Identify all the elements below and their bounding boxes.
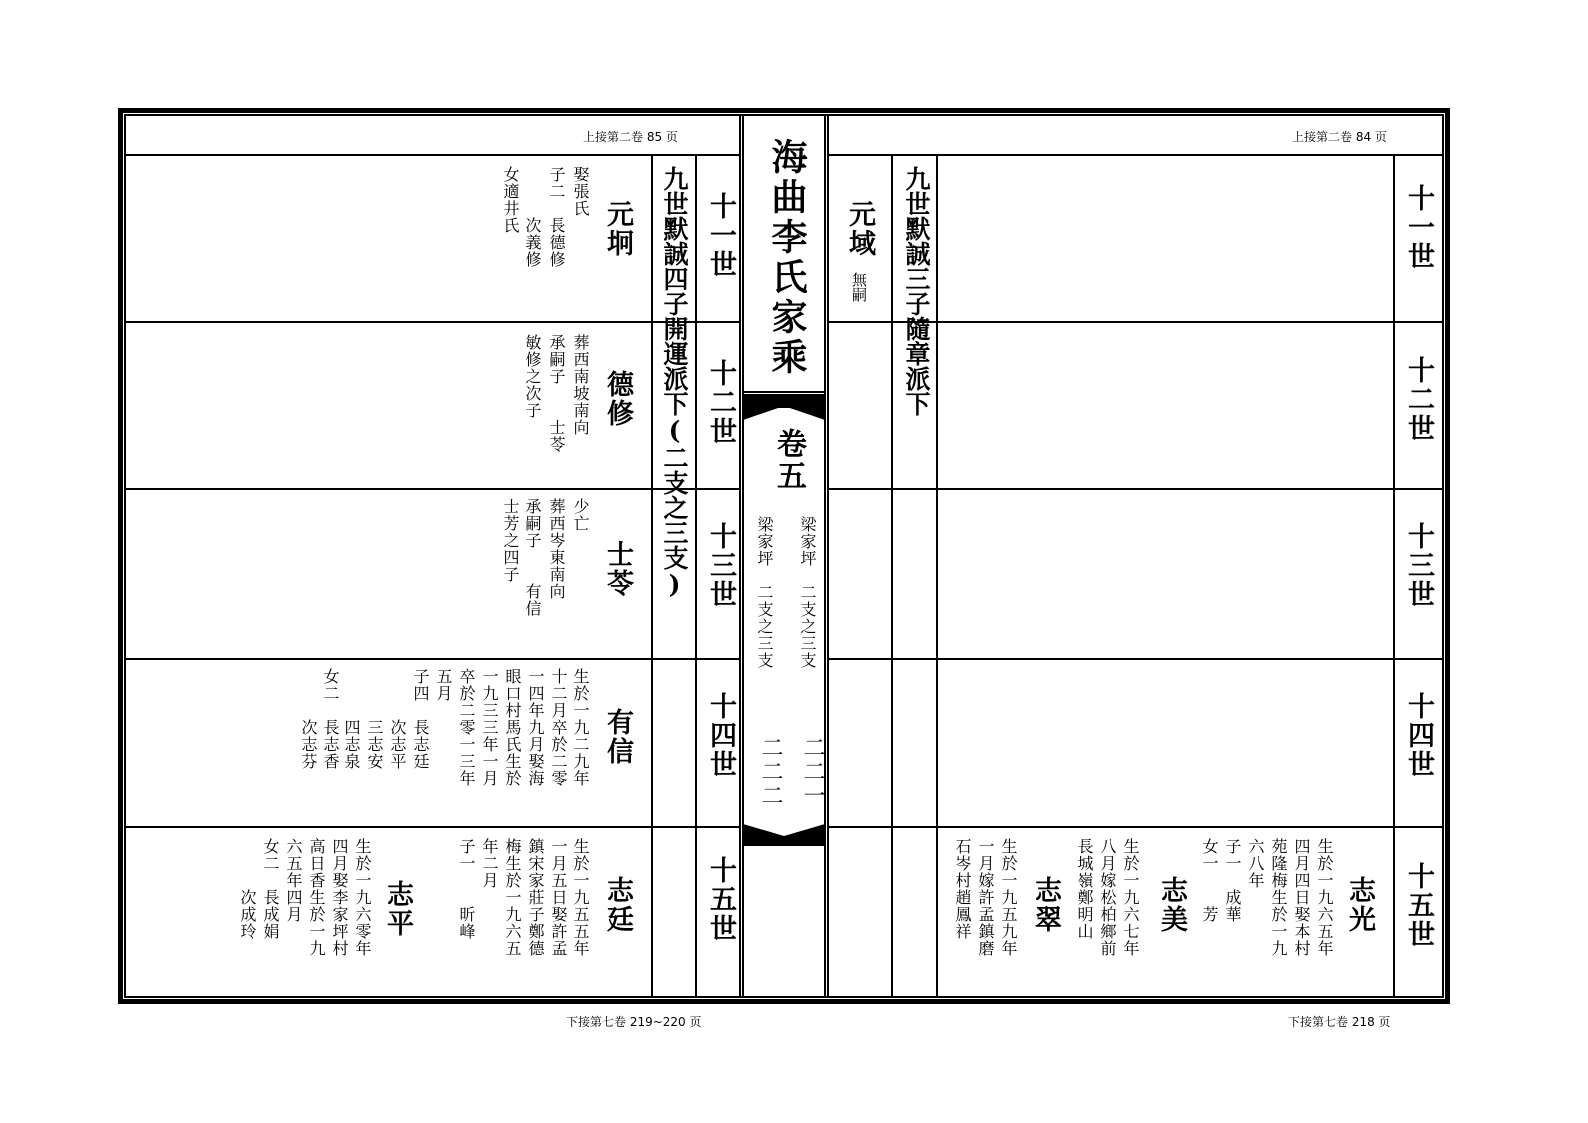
- entry-note: 一月嫁許孟鎮磨: [976, 838, 995, 957]
- entry-note: 生於一九六零年: [353, 838, 372, 957]
- entry-note: 次義修: [523, 166, 542, 268]
- entry-note: 四月娶李家坪村: [330, 838, 349, 957]
- entry-note: 敏修之次子: [523, 334, 542, 419]
- left-gen-15: 十五世: [705, 856, 736, 943]
- entry-note: 長城嶺鄭明山: [1075, 838, 1094, 940]
- entry-name-youxin: 有信: [602, 708, 633, 766]
- entry-note: 次志平: [388, 668, 407, 770]
- entry-name-zhiping: 志平: [382, 880, 413, 938]
- right-row-rule: [827, 488, 1442, 490]
- spine-title-rule: [742, 391, 826, 393]
- entry-note: 承嗣子 有信: [523, 498, 542, 617]
- entry-note: 少亡: [571, 498, 590, 532]
- right-row-rule: [827, 826, 1442, 828]
- entry-note: 五月: [434, 668, 453, 702]
- entry-note: 四月四日娶本村: [1292, 838, 1311, 957]
- entry-note: 生於一九五五年: [571, 838, 590, 957]
- entry-note: 士芳之四子: [501, 498, 520, 583]
- right-name-col-rule: [891, 154, 893, 996]
- entry-note: 苑隆梅生於一九: [1269, 838, 1288, 957]
- entry-name-yuanjiong: 元坰: [602, 200, 633, 258]
- spine-volume-label: 卷五: [771, 428, 806, 492]
- right-gen-12: 十二世: [1403, 356, 1434, 443]
- entry-note: 生於一九五九年: [999, 838, 1018, 957]
- left-gen-13: 十三世: [705, 522, 736, 609]
- spine-book-title: 海曲李氏家乘: [766, 138, 808, 378]
- entry-note: 女一 芳: [1200, 838, 1219, 923]
- right-footer-text: 下接第七卷 218 页: [1288, 1015, 1391, 1029]
- entry-name-zhimei: 志美: [1156, 876, 1187, 934]
- right-branch-title: 九世默誠三子隨章派下: [902, 166, 931, 416]
- entry-note: 次志芬: [299, 668, 318, 770]
- entry-note: 三志安: [365, 668, 384, 770]
- spine-page-number-2: 二二二: [758, 736, 783, 808]
- entry-note: 生於一九六五年: [1315, 838, 1334, 957]
- spine-rule: [827, 116, 829, 996]
- entry-note: 女二 長志香: [321, 668, 340, 770]
- entry-name-dexiu: 德修: [602, 370, 633, 428]
- entry-note: 鎮宋家莊子鄭德: [526, 838, 545, 957]
- entry-note: 葬西南坡南向: [571, 334, 590, 436]
- entry-note: 女二 長成娟: [261, 838, 280, 940]
- right-header-rule: [827, 154, 1442, 156]
- entry-note: 六八年: [1246, 838, 1265, 889]
- left-row-rule: [126, 658, 741, 660]
- entry-name-yuanyu: 元域: [844, 200, 875, 258]
- spine-volume-band-bottom: [743, 838, 825, 846]
- entry-note: 娶張氏: [571, 166, 590, 217]
- entry-note: 八月嫁松柏鄉前: [1098, 838, 1117, 957]
- entry-note: 一月五日娶許孟: [549, 838, 568, 957]
- entry-note: 石岑村趙鳳祥: [953, 838, 972, 940]
- left-branch-title: 九世默誠四子開運派下(二支之三支): [660, 166, 689, 599]
- right-gen-14: 十四世: [1403, 692, 1434, 779]
- entry-note: 生於一九二九年: [571, 668, 590, 787]
- spine-rule: [824, 116, 826, 996]
- left-row-rule: [126, 321, 741, 323]
- entry-note: 眼口村馬氏生於: [503, 668, 522, 787]
- spine-village-col-2: 梁家坪 二支之三支: [755, 516, 774, 669]
- left-row-rule: [126, 488, 741, 490]
- entry-note: 十二月卒於二零: [549, 668, 568, 787]
- left-branch-col-rule: [651, 154, 653, 996]
- left-gen-11: 十一世: [705, 192, 736, 279]
- left-branch-col-rule: [695, 154, 697, 996]
- left-row-rule: [126, 826, 741, 828]
- right-header-text: 上接第二卷 84 页: [1292, 130, 1387, 144]
- entry-note: 無嗣: [850, 272, 868, 302]
- entry-note: 年二月: [480, 838, 499, 889]
- right-gen-col-rule: [1393, 154, 1395, 996]
- entry-note: 次成玲: [238, 838, 257, 940]
- spine-rule: [742, 116, 744, 996]
- left-header-rule: [126, 154, 741, 156]
- entry-note: 子一 成華: [1223, 838, 1242, 923]
- entry-note: 承嗣子 士苓: [547, 334, 566, 453]
- entry-note: 卒於二零一三年: [457, 668, 476, 787]
- right-gen-11: 十一世: [1403, 184, 1434, 271]
- entry-note: 六五年四月: [284, 838, 303, 923]
- spine-volume-chevron-top: [743, 404, 825, 420]
- spine-page-number-1: 二二一: [800, 736, 825, 808]
- entry-note: 子四 長志廷: [411, 668, 430, 770]
- entry-note: 一九三三年一月: [480, 668, 499, 787]
- entry-name-zhiguang: 志光: [1344, 876, 1375, 934]
- right-branch-col-rule: [936, 154, 938, 996]
- entry-name-zhicui: 志翠: [1030, 876, 1061, 934]
- entry-note: 梅生於一九六五: [503, 838, 522, 957]
- entry-note: 葬西岑東南向: [547, 498, 566, 600]
- entry-name-shiling: 士苓: [602, 540, 633, 598]
- entry-note: 生於一九六七年: [1121, 838, 1140, 957]
- left-footer-text: 下接第七卷 219~220 页: [566, 1015, 702, 1029]
- right-gen-13: 十三世: [1403, 522, 1434, 609]
- entry-name-zhiting: 志廷: [602, 876, 633, 934]
- spine-village-col-1: 梁家坪 二支之三支: [798, 516, 817, 669]
- entry-note: 四志泉: [342, 668, 361, 770]
- entry-note: 子二 長德修: [547, 166, 566, 268]
- entry-note: 子一 昕峰: [457, 838, 476, 940]
- entry-note: 女適井氏: [501, 166, 520, 234]
- left-gen-14: 十四世: [705, 692, 736, 779]
- right-row-rule: [827, 658, 1442, 660]
- entry-note: 一四年九月娶海: [526, 668, 545, 787]
- left-gen-12: 十二世: [705, 359, 736, 446]
- right-gen-15: 十五世: [1403, 862, 1434, 949]
- left-header-text: 上接第二卷 85 页: [583, 130, 678, 144]
- entry-note: 高日香生於一九: [307, 838, 326, 957]
